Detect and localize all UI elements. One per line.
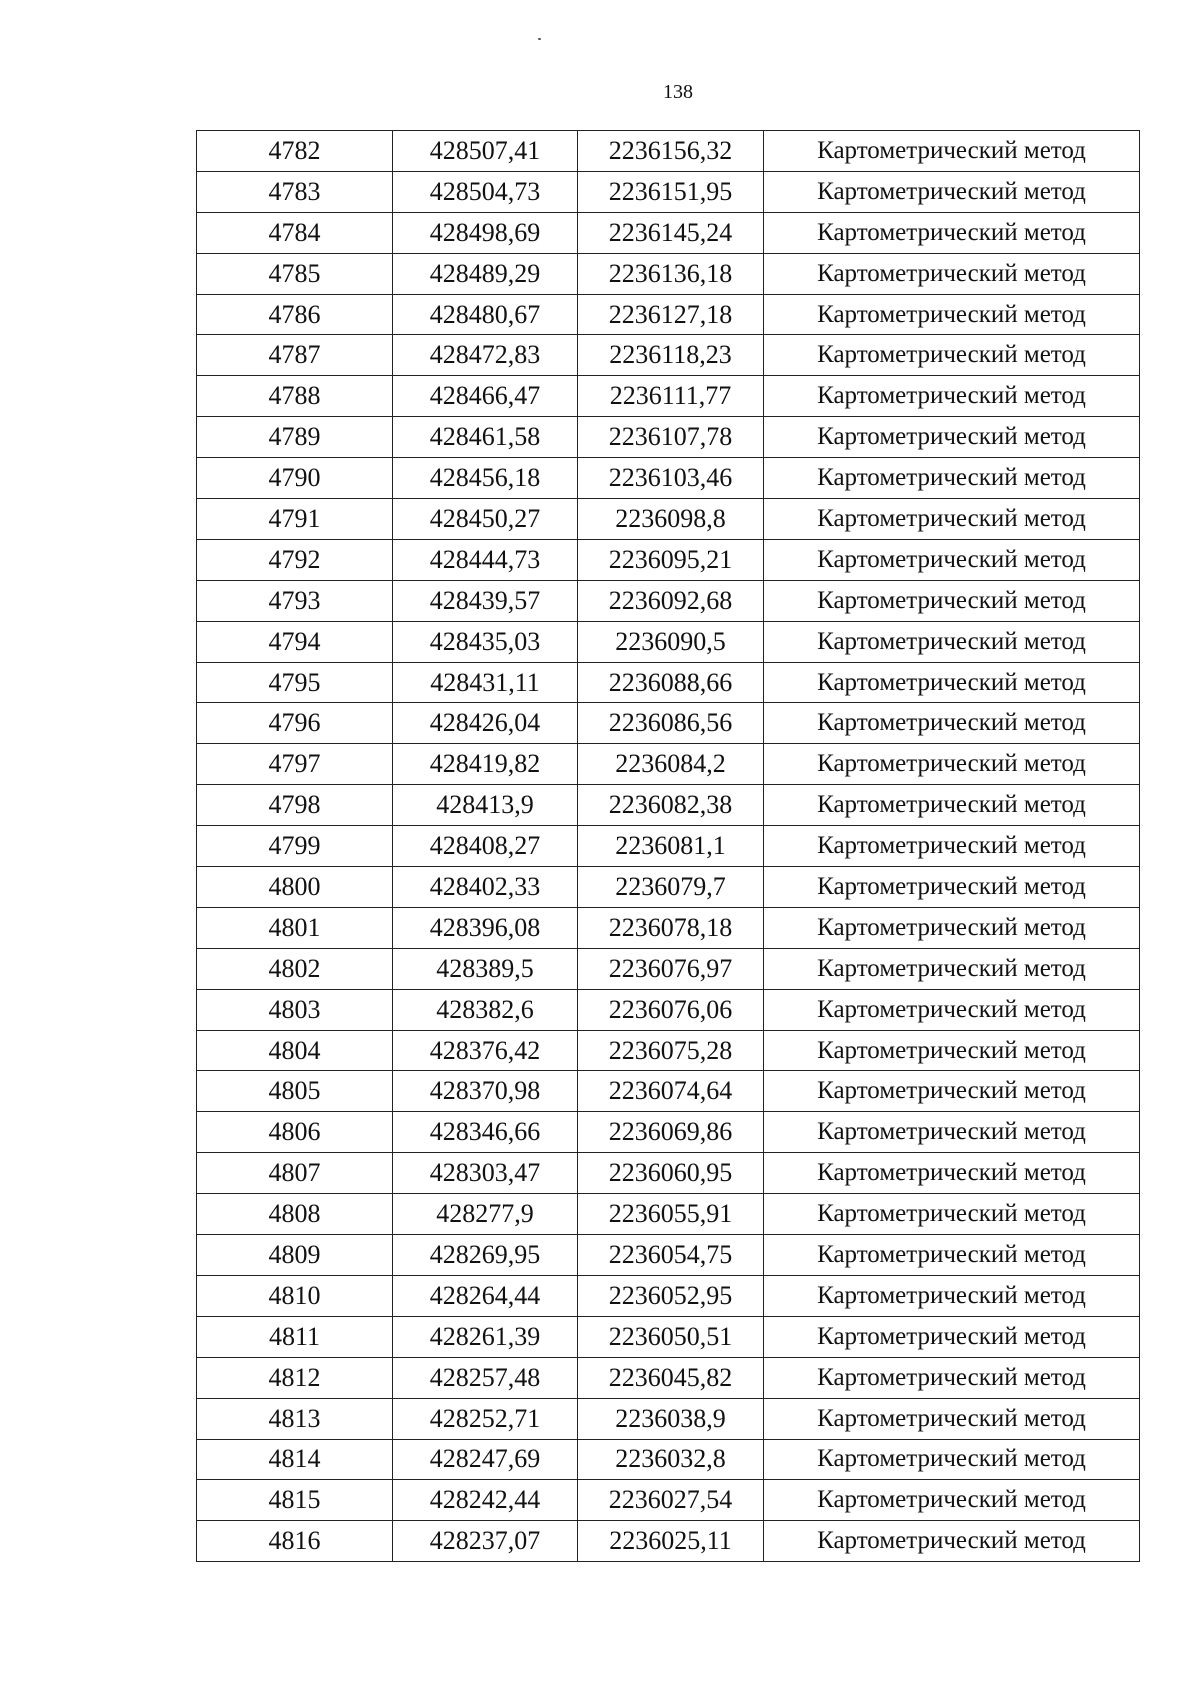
x-coordinate-cell: 428419,82 [393,744,578,785]
point-number-cell: 4787 [197,335,393,376]
method-cell: Картометрический метод [764,212,1140,253]
table-row [197,948,1140,989]
x-coordinate-cell: 428456,18 [393,458,578,499]
table-row [197,1480,1140,1521]
y-coordinate-cell: 2236075,28 [578,1030,764,1071]
point-number-cell: 4792 [197,539,393,580]
y-coordinate-cell: 2236032,8 [578,1439,764,1480]
method-cell: Картометрический метод [764,417,1140,458]
table-row [197,1153,1140,1194]
x-coordinate-cell: 428261,39 [393,1316,578,1357]
y-coordinate-cell: 2236156,32 [578,131,764,172]
point-number-cell: 4809 [197,1235,393,1276]
x-coordinate-cell: 428303,47 [393,1153,578,1194]
table-row [197,539,1140,580]
coordinates-table [196,130,1140,1562]
method-cell: Картометрический метод [764,171,1140,212]
table-row [197,417,1140,458]
x-coordinate-cell: 428439,57 [393,580,578,621]
method-cell: Картометрический метод [764,539,1140,580]
x-coordinate-cell: 428264,44 [393,1275,578,1316]
y-coordinate-cell: 2236054,75 [578,1235,764,1276]
y-coordinate-cell: 2236095,21 [578,539,764,580]
y-coordinate-cell: 2236045,82 [578,1357,764,1398]
point-number-cell: 4815 [197,1480,393,1521]
y-coordinate-cell: 2236151,95 [578,171,764,212]
point-number-cell: 4790 [197,458,393,499]
table-row [197,1275,1140,1316]
x-coordinate-cell: 428480,67 [393,294,578,335]
point-number-cell: 4813 [197,1398,393,1439]
x-coordinate-cell: 428257,48 [393,1357,578,1398]
table-row [197,826,1140,867]
table-row [197,867,1140,908]
method-cell: Картометрический метод [764,335,1140,376]
y-coordinate-cell: 2236081,1 [578,826,764,867]
point-number-cell: 4804 [197,1030,393,1071]
y-coordinate-cell: 2236060,95 [578,1153,764,1194]
method-cell: Картометрический метод [764,499,1140,540]
table-row [197,1357,1140,1398]
x-coordinate-cell: 428472,83 [393,335,578,376]
y-coordinate-cell: 2236078,18 [578,907,764,948]
method-cell: Картометрический метод [764,1357,1140,1398]
point-number-cell: 4802 [197,948,393,989]
method-cell: Картометрический метод [764,621,1140,662]
point-number-cell: 4786 [197,294,393,335]
x-coordinate-cell: 428247,69 [393,1439,578,1480]
table-row [197,907,1140,948]
x-coordinate-cell: 428444,73 [393,539,578,580]
y-coordinate-cell: 2236092,68 [578,580,764,621]
point-number-cell: 4799 [197,826,393,867]
y-coordinate-cell: 2236069,86 [578,1112,764,1153]
scan-speck [538,38,541,40]
x-coordinate-cell: 428461,58 [393,417,578,458]
point-number-cell: 4816 [197,1521,393,1562]
y-coordinate-cell: 2236038,9 [578,1398,764,1439]
method-cell: Картометрический метод [764,294,1140,335]
x-coordinate-cell: 428408,27 [393,826,578,867]
page-number: 138 [663,81,693,103]
method-cell: Картометрический метод [764,1112,1140,1153]
method-cell: Картометрический метод [764,989,1140,1030]
table-row [197,1398,1140,1439]
point-number-cell: 4797 [197,744,393,785]
method-cell: Картометрический метод [764,1521,1140,1562]
y-coordinate-cell: 2236025,11 [578,1521,764,1562]
method-cell: Картометрический метод [764,744,1140,785]
table-row [197,1439,1140,1480]
method-cell: Картометрический метод [764,1316,1140,1357]
point-number-cell: 4812 [197,1357,393,1398]
y-coordinate-cell: 2236079,7 [578,867,764,908]
x-coordinate-cell: 428389,5 [393,948,578,989]
point-number-cell: 4783 [197,171,393,212]
table-row [197,131,1140,172]
point-number-cell: 4796 [197,703,393,744]
method-cell: Картометрический метод [764,580,1140,621]
x-coordinate-cell: 428426,04 [393,703,578,744]
method-cell: Картометрический метод [764,1030,1140,1071]
table-row [197,458,1140,499]
table-row [197,785,1140,826]
table-row [197,212,1140,253]
method-cell: Картометрический метод [764,907,1140,948]
y-coordinate-cell: 2236050,51 [578,1316,764,1357]
point-number-cell: 4785 [197,253,393,294]
y-coordinate-cell: 2236118,23 [578,335,764,376]
x-coordinate-cell: 428242,44 [393,1480,578,1521]
x-coordinate-cell: 428435,03 [393,621,578,662]
y-coordinate-cell: 2236145,24 [578,212,764,253]
table-row [197,989,1140,1030]
table-row [197,744,1140,785]
method-cell: Картометрический метод [764,1398,1140,1439]
y-coordinate-cell: 2236027,54 [578,1480,764,1521]
table-row [197,703,1140,744]
point-number-cell: 4800 [197,867,393,908]
method-cell: Картометрический метод [764,826,1140,867]
table-row [197,253,1140,294]
y-coordinate-cell: 2236107,78 [578,417,764,458]
table-row [197,171,1140,212]
point-number-cell: 4798 [197,785,393,826]
y-coordinate-cell: 2236103,46 [578,458,764,499]
method-cell: Картометрический метод [764,1480,1140,1521]
point-number-cell: 4795 [197,662,393,703]
method-cell: Картометрический метод [764,376,1140,417]
table-row [197,662,1140,703]
point-number-cell: 4807 [197,1153,393,1194]
method-cell: Картометрический метод [764,1153,1140,1194]
x-coordinate-cell: 428277,9 [393,1194,578,1235]
y-coordinate-cell: 2236082,38 [578,785,764,826]
y-coordinate-cell: 2236084,2 [578,744,764,785]
x-coordinate-cell: 428431,11 [393,662,578,703]
x-coordinate-cell: 428376,42 [393,1030,578,1071]
x-coordinate-cell: 428237,07 [393,1521,578,1562]
y-coordinate-cell: 2236086,56 [578,703,764,744]
table-row [197,621,1140,662]
point-number-cell: 4803 [197,989,393,1030]
x-coordinate-cell: 428413,9 [393,785,578,826]
point-number-cell: 4810 [197,1275,393,1316]
x-coordinate-cell: 428269,95 [393,1235,578,1276]
method-cell: Картометрический метод [764,1439,1140,1480]
y-coordinate-cell: 2236136,18 [578,253,764,294]
y-coordinate-cell: 2236127,18 [578,294,764,335]
point-number-cell: 4789 [197,417,393,458]
table-row [197,1521,1140,1562]
table-row [197,294,1140,335]
point-number-cell: 4794 [197,621,393,662]
table-row [197,1194,1140,1235]
table-row [197,580,1140,621]
point-number-cell: 4806 [197,1112,393,1153]
method-cell: Картометрический метод [764,1194,1140,1235]
coordinates-table-body [197,131,1140,1562]
x-coordinate-cell: 428370,98 [393,1071,578,1112]
x-coordinate-cell: 428346,66 [393,1112,578,1153]
y-coordinate-cell: 2236052,95 [578,1275,764,1316]
point-number-cell: 4784 [197,212,393,253]
y-coordinate-cell: 2236090,5 [578,621,764,662]
point-number-cell: 4793 [197,580,393,621]
method-cell: Картометрический метод [764,1071,1140,1112]
method-cell: Картометрический метод [764,458,1140,499]
method-cell: Картометрический метод [764,662,1140,703]
method-cell: Картометрический метод [764,703,1140,744]
table-row [197,1030,1140,1071]
table-row [197,499,1140,540]
x-coordinate-cell: 428396,08 [393,907,578,948]
y-coordinate-cell: 2236076,06 [578,989,764,1030]
x-coordinate-cell: 428450,27 [393,499,578,540]
method-cell: Картометрический метод [764,1235,1140,1276]
point-number-cell: 4808 [197,1194,393,1235]
point-number-cell: 4805 [197,1071,393,1112]
table-row [197,1071,1140,1112]
point-number-cell: 4788 [197,376,393,417]
x-coordinate-cell: 428466,47 [393,376,578,417]
y-coordinate-cell: 2236076,97 [578,948,764,989]
x-coordinate-cell: 428382,6 [393,989,578,1030]
x-coordinate-cell: 428504,73 [393,171,578,212]
x-coordinate-cell: 428498,69 [393,212,578,253]
table-row [197,335,1140,376]
method-cell: Картометрический метод [764,948,1140,989]
point-number-cell: 4811 [197,1316,393,1357]
y-coordinate-cell: 2236074,64 [578,1071,764,1112]
y-coordinate-cell: 2236111,77 [578,376,764,417]
point-number-cell: 4814 [197,1439,393,1480]
method-cell: Картометрический метод [764,1275,1140,1316]
method-cell: Картометрический метод [764,867,1140,908]
x-coordinate-cell: 428252,71 [393,1398,578,1439]
x-coordinate-cell: 428402,33 [393,867,578,908]
y-coordinate-cell: 2236088,66 [578,662,764,703]
point-number-cell: 4782 [197,131,393,172]
y-coordinate-cell: 2236055,91 [578,1194,764,1235]
point-number-cell: 4801 [197,907,393,948]
method-cell: Картометрический метод [764,785,1140,826]
table-row [197,1316,1140,1357]
x-coordinate-cell: 428507,41 [393,131,578,172]
point-number-cell: 4791 [197,499,393,540]
method-cell: Картометрический метод [764,131,1140,172]
table-row [197,1235,1140,1276]
method-cell: Картометрический метод [764,253,1140,294]
table-row [197,1112,1140,1153]
table-row [197,376,1140,417]
x-coordinate-cell: 428489,29 [393,253,578,294]
y-coordinate-cell: 2236098,8 [578,499,764,540]
